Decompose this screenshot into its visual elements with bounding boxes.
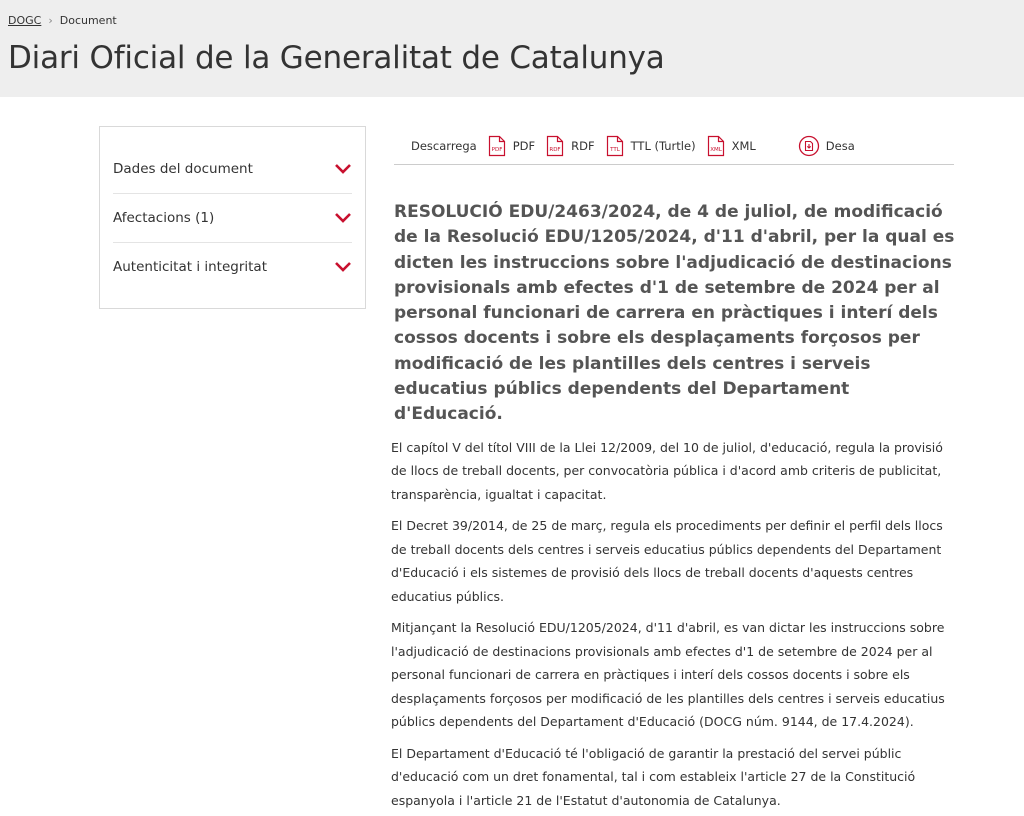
save-button[interactable] xyxy=(798,135,855,157)
download-format-label: PDF xyxy=(512,139,536,153)
chevron-down-icon xyxy=(334,163,352,175)
download-rdf-link[interactable] xyxy=(545,135,594,157)
accordion-label: Autenticitat i integritat xyxy=(113,259,267,275)
download-ttl-link[interactable] xyxy=(605,135,696,157)
breadcrumb-link-dogc[interactable]: DOGC xyxy=(8,14,42,27)
accordion-afectacions[interactable] xyxy=(113,193,352,242)
document-paragraph: Mitjançant la Resolució EDU/1205/2024, d'11 d'abril, es van dictar les instruccions sobre l'adjudicació de destinacions provisionals amb efectes d'1 de setembre de 2024 per al personal funcionari de carrera en pràctiques i interí dels cossos docents i sobre els desplaçaments forçosos per modificació de les plantilles dels centres i serveis educatius públics dependents del Departament d'Educació (DOCG núm. 9144, de 17.4.2024). xyxy=(391,620,945,730)
chevron-right-icon: › xyxy=(48,14,53,27)
download-xml-link[interactable] xyxy=(706,135,756,157)
download-format-label: XML xyxy=(731,139,756,153)
svg-text:TTL: TTL xyxy=(609,147,620,153)
accordion-dades-del-document[interactable] xyxy=(113,144,352,193)
save-icon xyxy=(798,135,820,157)
document-info-panel xyxy=(99,126,366,309)
svg-text:PDF: PDF xyxy=(491,147,503,153)
document-paragraph: El capítol V del títol VIII de la Llei 12/2009, del 10 de juliol, d'educació, regula la provisió de llocs de treball docents, per convocatòria pública i d'acord amb criteris de publicitat, transparència, igualtat i capacitat. xyxy=(391,439,943,502)
rdf-icon xyxy=(545,135,565,157)
page-header xyxy=(0,0,1024,97)
document-paragraph: El Decret 39/2014, de 25 de març, regula els procediments per definir el perfil dels llocs de treball docents dels centres i serveis educatius públics dependents del Departament d'Educació i els sistemes de provisió dels llocs de treball docents d'aquests centres educatius públics. xyxy=(391,518,943,604)
download-pdf-link[interactable] xyxy=(487,135,535,157)
save-label: Desa xyxy=(825,139,855,153)
accordion-autenticitat-i-integritat[interactable] xyxy=(113,242,352,291)
document-content xyxy=(391,200,957,812)
pdf-icon xyxy=(487,135,507,157)
download-toolbar xyxy=(394,128,954,165)
svg-text:RDF: RDF xyxy=(549,147,561,153)
svg-text:XML: XML xyxy=(709,147,722,153)
download-label: Descarrega xyxy=(411,139,477,153)
accordion-label: Afectacions (1) xyxy=(113,210,215,226)
document-title: RESOLUCIÓ EDU/2463/2024, de 4 de juliol, de modificació de la Resolució EDU/1205/2024, d'11 d'abril, per la qual es dicten les instruccions sobre l'adjudicació de destinacions provisionals amb efectes d'1 de setembre de 2024 per al personal funcionari de carrera en pràctiques i interí dels cossos docents i sobre els desplaçaments forçosos per modificació de les plantilles dels centres i serveis educatius públics dependents del Departament d'Educació. xyxy=(394,202,955,425)
page-title: Diari Oficial de la Generalitat de Catalunya xyxy=(8,40,665,76)
download-format-label: TTL (Turtle) xyxy=(630,139,696,153)
accordion-label: Dades del document xyxy=(113,160,253,177)
download-format-label: RDF xyxy=(571,139,595,153)
document-paragraph: El Departament d'Educació té l'obligació de garantir la prestació del servei públic d'educació com un dret fonamental, tal i com estableix l'article 27 de la Constitució espanyola i l'article 21 de l'Estatut d'autonomia de Catalunya. xyxy=(391,745,916,808)
ttl-icon xyxy=(605,135,625,157)
chevron-down-icon xyxy=(334,212,352,224)
breadcrumb xyxy=(8,14,117,27)
breadcrumb-current: Document xyxy=(59,14,117,27)
xml-icon xyxy=(706,135,726,157)
chevron-down-icon xyxy=(334,261,352,273)
